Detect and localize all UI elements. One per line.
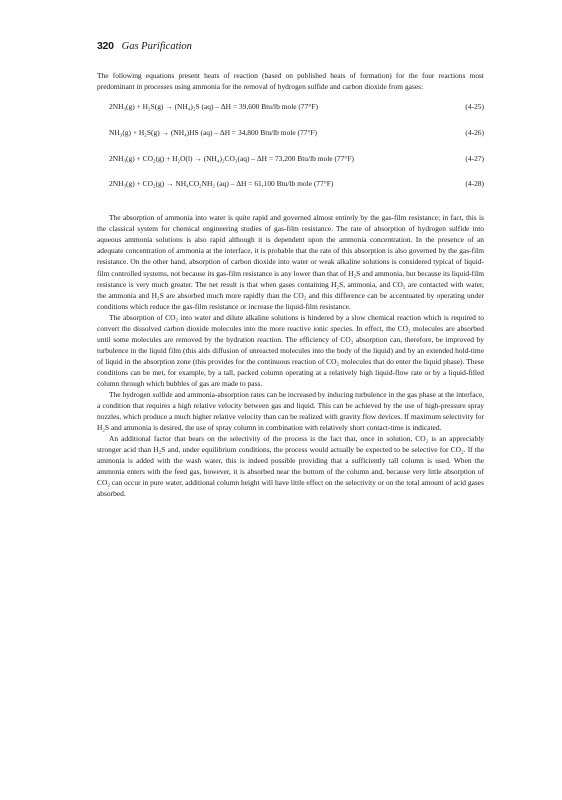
equation-4-28 [97,178,484,204]
equation-number: (4-25) [465,102,484,112]
equation-text: 2NH₃(g) + CO₂(g) + H₂O(l) → (NH₄)₂CO₃(aq) – ΔH = 73,200 Btu/lb mole (77°F) [109,153,354,163]
equation-text: 2NH₃(g) + CO₂(g) → NH₄CO₂NH₂ (aq) – ΔH = 61,100 Btu/lb mole (77°F) [109,179,334,189]
running-title: Gas Purification [121,41,192,52]
body-paragraph: The hydrogen sulfide and ammonia-absorption rates can be increased by inducing turbulence in the gas phase at the interface, a condition that requires a high relative velocity between gas and liquid. This can be achieved by the use of high-pressure spray nozzles, which produce a much higher relative velocity than can be realized with gravity flow devices. If maximum selectivity for H₂S and ammonia is desired, the use of spray column in combination with relatively short contact-time is indicated. [97,390,484,433]
page-number: 320 [97,40,114,52]
equation-4-27 [97,153,484,179]
equation-list [97,101,484,204]
intro-paragraph: The following equations present heats of reaction (based on published heats of formation) for the four reactions most predominant in processes using ammonia for the removal of hydrogen sulfide and carbon dioxide from gases: [97,71,484,92]
page-body [97,70,484,500]
page-header [97,40,192,53]
equation-number: (4-27) [465,153,484,163]
body-paragraph: An additional factor that bears on the selectivity of the process is the fact that, once in solution, CO₂ is an appreciably stronger acid than H₂S and, under equilibrium conditions, the process would actually be expected to be selective for CO₂. If the ammonia is added with the wash water, this is indeed possible providing that a sufficiently tall column is used. When the ammonia enters with the feed gas, however, it is absorbed near the bottom of the column and, because very little absorption of CO₂ can occur in pure water, additional column height will have little effect on the selectivity or on the total amount of acid gases absorbed. [97,434,484,499]
body-paragraph: The absorption of ammonia into water is quite rapid and governed almost entirely by the gas-film resistance; in fact, this is the classical system for chemical engineering studies of gas-film resistance. The rate of absorption of hydrogen sulfide into aqueous ammonia solutions is also rapid although it is dependent upon the ammonia concentration. In the presence of an adequate concentration of ammonia at the interface, it is probable that the rate of this absorption is also governed by the gas-film resistance. On the other hand, absorption of carbon dioxide into water or weak alkaline solutions is considered typical of liquid-film controlled systems, not because its gas-film resistance is any lower than that of H₂S and ammonia, but because its liquid-film resistance is very much greater. The net result is that when gases containing H₂S, ammonia, and CO₂ are contacted with water, the ammonia and H₂S are absorbed much more rapidly than the CO₂ and this difference can be accentuated by operating under conditions which reduce the gas-film resistance or increase the liquid-film resistance. [97,213,484,311]
equation-number: (4-28) [465,179,484,189]
equation-number: (4-26) [465,127,484,137]
equation-text: NH₃(g) + H₂S(g) → (NH₄)HS (aq) – ΔH = 34,800 Btu/lb mole (77°F) [109,127,317,137]
body-paragraph: The absorption of CO₂ into water and dilute alkaline solutions is hindered by a slow chemical reaction which is required to convert the dissolved carbon dioxide molecules into the more reactive ionic species. In effect, the CO₂ molecules are absorbed until some molecules are removed by the hydration reaction. The efficiency of CO₂ absorption can, therefore, be improved by turbulence in the liquid film (this aids diffusion of unreacted molecules into the body of the liquid) and by an extended hold-time of liquid in the absorption zone (this provides for the continuous reaction of CO₂ molecules that do enter the liquid phase). These conditions can be met, for example, by a tall, packed column operating at a relatively high liquid-flow rate or by a liquid-filled column through which bubbles of gas are made to pass. [97,312,484,388]
equation-4-25 [97,101,484,127]
equation-4-26 [97,127,484,153]
equation-text: 2NH₃(g) + H₂S(g) → (NH₄)₂S (aq) – ΔH = 39,600 Btu/lb mole (77°F) [109,102,318,112]
